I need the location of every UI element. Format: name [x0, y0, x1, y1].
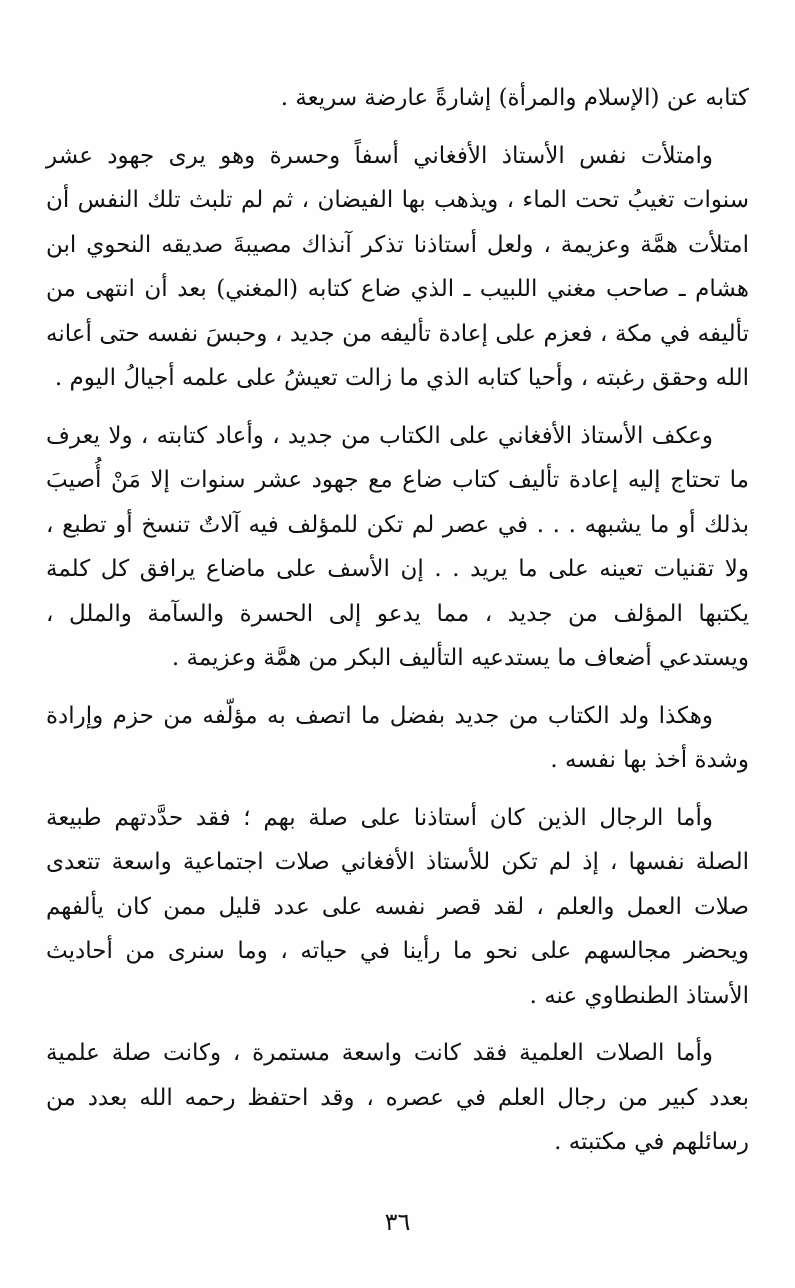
paragraph-2: وامتلأت نفس الأستاذ الأفغاني أسفاً وحسرة وهو يرى جهود عشر سنوات تغيبُ تحت الماء ، ويذهب بها الفيضان ، ثم لم تلبث تلك النفس أن امتلأت همَّة وعزيمة ، ولعل أستاذنا تذكر آنذاك مصيبةَ صديقه النحوي ابن هشام ـ صاحب مغني اللبيب ـ الذي ضاع كتابه (المغني) بعد أن انتهى من تأليفه في مكة ، فعزم على إعادة تأليفه من جديد ، وحبسَ نفسه حتى أعانه الله وحقق رغبته ، وأحيا كتابه الذي ما زالت تعيشُ على علمه أجيالُ اليوم . [46, 142, 749, 391]
paragraph-6: وأما الصلات العلمية فقد كانت واسعة مستمرة ، وكانت صلة علمية بعدد كبير من رجال العلم في عصره ، وقد احتفظ رحمه الله بعدد من رسائلهم في مكتبته . [46, 1040, 749, 1155]
body-text [46, 76, 749, 1178]
paragraph-5: وأما الرجال الذين كان أستاذنا على صلة بهم ؛ فقد حدَّدتهم طبيعة الصلة نفسها ، إذ لم تكن للأستاذ الأفغاني صلات اجتماعية واسعة تتعدى صلات العمل والعلم ، لقد قصر نفسه على عدد قليل ممن كان يألفهم ويحضر مجالسهم على نحو ما رأينا في حياته ، وما سنرى من أحاديث الأستاذ الطنطاوي عنه . [46, 804, 749, 1009]
paragraph-3: وعكف الأستاذ الأفغاني على الكتاب من جديد ، وأعاد كتابته ، ولا يعرف ما تحتاج إليه إعادة تأليف كتاب ضاع مع جهود عشر سنوات إلا مَنْ أُصيبَ بذلك أو ما يشبهه . . . في عصر لم تكن للمؤلف فيه آلاتٌ تنسخ أو تطبع ، ولا تقنيات تعينه على ما يريد . . إن الأسف على ماضاع يرافق كل كلمة يكتبها المؤلف من جديد ، مما يدعو إلى الحسرة والسآمة والملل ، ويستدعي أضعاف ما يستدعيه التأليف البكر من همَّة وعزيمة . [46, 422, 750, 671]
paragraph-4: وهكذا ولد الكتاب من جديد بفضل ما اتصف به مؤلّفه من حزم وإرادة وشدة أخذ بها نفسه . [46, 702, 749, 773]
page-number: ٣٦ [384, 1208, 411, 1236]
paragraph-1: كتابه عن (الإسلام والمرأة) إشارةً عارضة سريعة . [280, 85, 749, 111]
